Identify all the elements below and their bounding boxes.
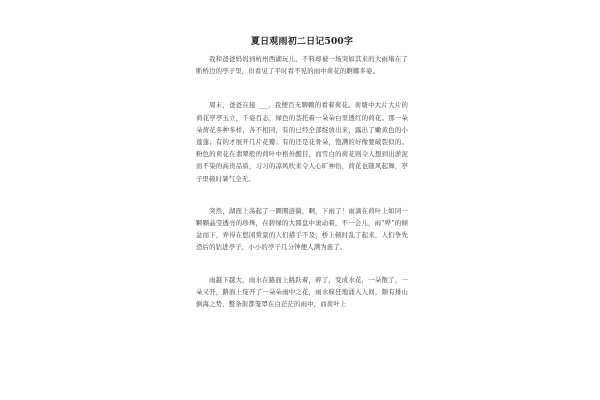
paragraph-spacer <box>196 254 408 274</box>
paragraph-spacer <box>196 185 408 205</box>
document-title: 夏日观雨初二日记500字 <box>250 37 354 47</box>
paragraph-lotus: 周末，爸爸在接 ___，我便百无聊赖的看着荷花。荷塘中大片大片的荷花亭亭玉立，千姿百态，绿色的茎托着一朵朵白里透红的荷花。那一朵朵荷花多种多样，各不相同，有的已经全部绽放出来，露出了嫩黄色的小莲蓬；有的才展开几片花瓣；有的还是花骨朵，饱满的好像要破裂似的。粉色的荷花在翡翠般的荷叶中格外醒目，而雪白的荷花则令人想到出淤泥而不染的高贵品质，习习的凉风吹来令人心旷神怡，荷花也随风起舞，亭子里顿时暑气全无。 <box>196 101 408 183</box>
paragraph-spacer <box>196 77 408 99</box>
paragraph-rain-starts: 突然，湖面上荡起了一圈圈涟漪，啊，下雨了！雨滴在荷叶上如同一颗颗晶莹透亮的珍珠，在碧绿的大圆盘中滚动着，不一会儿，雨“哗”的倾盆而下，弄得在悠闲赏景的人们措手不及，桥上顿时乱了起来，人们争先恐后的钻进亭子，小小的亭子几分钟便人满为患了。 <box>196 206 408 252</box>
paragraph-intro: 我和爸爸妈妈到杭州西湖玩儿，不料却被一场突如其来的大雨堵在了断桥边的亭子里，但看见了平时看不见的雨中荷花的婀娜多姿。 <box>196 55 408 76</box>
document-body <box>196 36 408 310</box>
paragraph-heavy-rain: 雨越下越大，雨水在路面上跳跃着，碎了，变成水花，一朵散了，一朵又开，路面上绽开了一朵朵雨中之花，雨水疯狂地涌入人间，颇有排山倒海之势，整条街都笼罩在白茫茫的雨中，而荷叶上 <box>196 275 408 309</box>
